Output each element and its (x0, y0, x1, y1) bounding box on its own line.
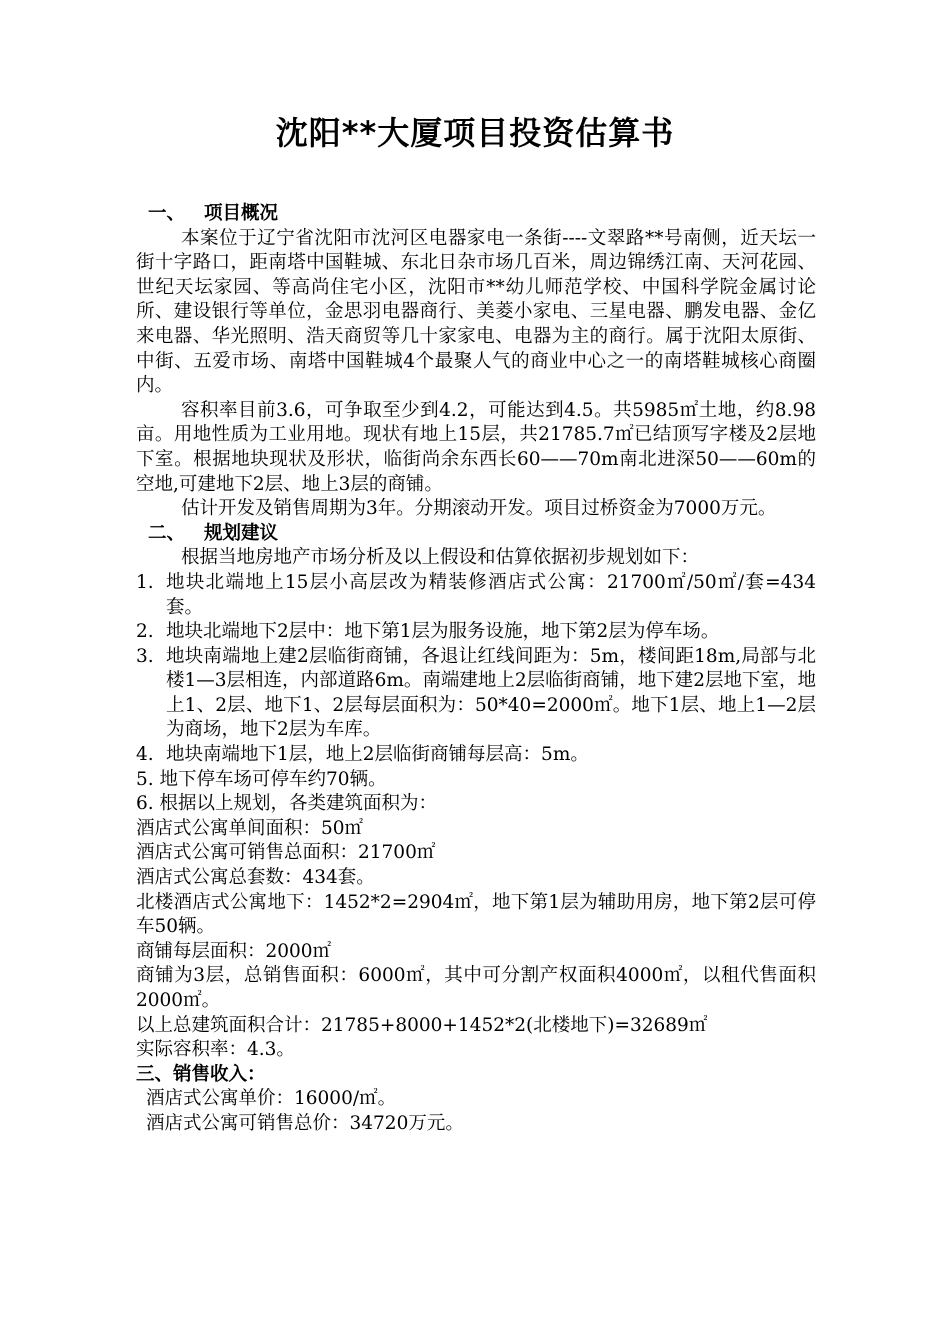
list-number: 4. (136, 744, 154, 766)
document-body (136, 202, 816, 1137)
list-item (136, 571, 816, 620)
section-heading-planning (136, 522, 816, 547)
list-text: 地块北端地下2层中：地下第1层为服务设施，地下第2层为停车场。 (166, 621, 720, 643)
list-text: 地块南端地上建2层临街商铺，各退让红线间距为：5m，楼间距18m,局部与北楼1—3层相连，内部道路6m。南端建地上2层临街商铺，地下建2层地下室，地上1、2层、地下1、2层每层面积为：50*40=2000㎡。地下1层、地上1—2层为商场，地下2层为车库。 (166, 645, 816, 741)
paragraph: 本案位于辽宁省沈阳市沈河区电器家电一条街----文翠路**号南侧，近天坛一街十字路口，距南塔中国鞋城、东北日杂市场几百米，周边锦绣江南、天河花园、世纪天坛家园、等高尚住宅小区，沈阳市**幼儿师范学校、中国科学院金属讨论所、建设银行等单位，金思羽电器商行、美菱小家电、三星电器、鹏发电器、金亿来电器、华光照明、浩天商贸等几十家家电、电器为主的商行。属于沈阳太原街、中街、五爱市场、南塔中国鞋城4个最聚人气的商业中心之一的南塔鞋城核心商圈内。 (136, 227, 816, 397)
text-line: 北楼酒店式公寓地下：1452*2=2904㎡，地下第1层为辅助用房，地下第2层可停车50辆。 (136, 891, 816, 938)
text-line: 酒店式公寓单价：16000/㎡。 (146, 1088, 397, 1110)
list-item (136, 645, 816, 743)
section-number: 二、 (148, 522, 186, 544)
list-item (136, 743, 816, 768)
section-heading-overview (136, 202, 816, 227)
list-item (136, 620, 816, 645)
section-heading-sales: 三、销售收入： (136, 1063, 266, 1085)
text-line: 以上总建筑面积合计：21785+8000+1452*2(北楼地下)=32689㎡ (136, 1014, 708, 1036)
text-line: 酒店式公寓可销售总价：34720万元。 (146, 1112, 464, 1134)
text-line: 酒店式公寓总套数：434套。 (136, 867, 375, 889)
section-title: 规划建议 (204, 522, 279, 544)
list-number: 1. (136, 571, 154, 593)
text-line: 酒店式公寓单间面积：50㎡ (136, 817, 364, 839)
list-number: 2. (136, 621, 154, 643)
paragraph: 根据当地房地产市场分析及以上假设和估算依据初步规划如下： (181, 547, 700, 569)
text-line: 商铺为3层，总销售面积：6000㎡，其中可分割产权面积4000㎡，以租代售面积2000㎡。 (136, 965, 816, 1011)
paragraph: 估计开发及销售周期为3年。分期滚动开发。项目过桥资金为7000万元。 (181, 498, 777, 520)
section-title: 项目概况 (204, 203, 279, 224)
paragraph: 容积率目前3.6，可争取至少到4.2，可能达到4.5。共5985㎡土地，约8.98亩。用地性质为工业用地。现状有地上15层，共21785.7㎡已结顶写字楼及2层地下室。根据地块现状及形状，临街尚余东西长60——70m南北进深50——60m的空地,可建地下2层、地上3层的商铺。 (136, 399, 816, 495)
text-line: 6. 根据以上规划，各类建筑面积为： (136, 793, 438, 815)
text-line: 5. 地下停车场可停车约70辆。 (136, 768, 387, 790)
text-line: 商铺每层面积：2000㎡ (136, 940, 332, 962)
list-text: 地块北端地上15层小高层改为精装修酒店式公寓：21700㎡/50㎡/套=434套。 (166, 571, 816, 618)
text-line: 实际容积率：4.3。 (136, 1039, 295, 1061)
text-line: 酒店式公寓可销售总面积：21700㎡ (136, 842, 436, 864)
list-number: 3. (136, 645, 154, 667)
document-title: 沈阳**大厦项目投资估算书 (275, 114, 675, 152)
section-number: 一、 (148, 203, 186, 224)
list-text: 地块南端地下1层，地上2层临街商铺每层高：5m。 (166, 744, 589, 766)
